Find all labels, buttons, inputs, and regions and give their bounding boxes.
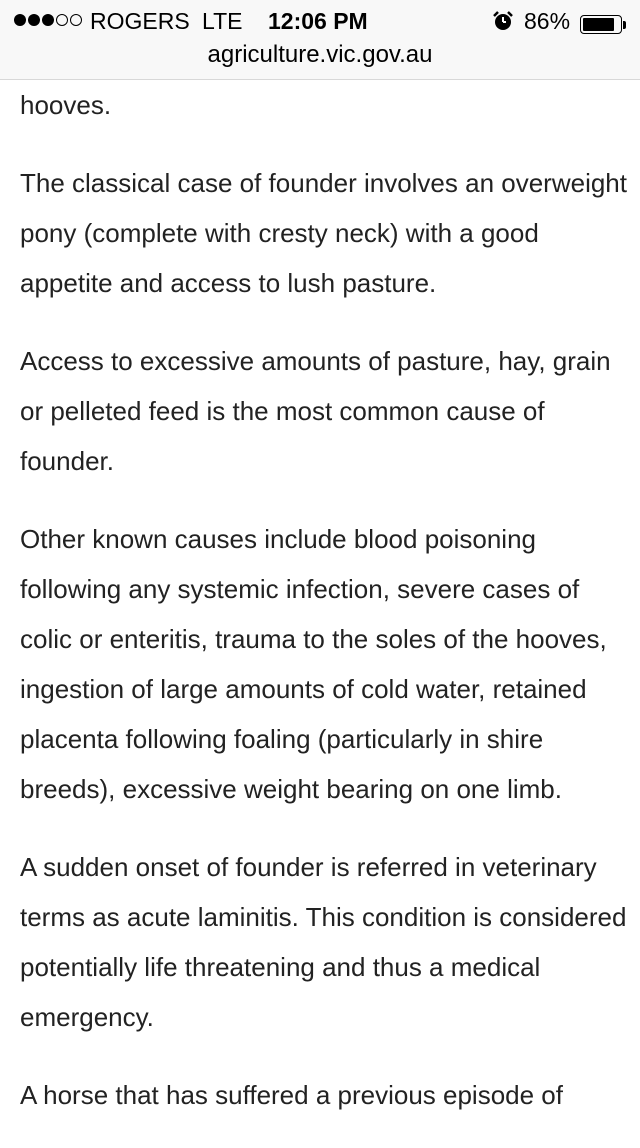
status-row <box>0 6 640 36</box>
article-paragraph: A sudden onset of founder is referred in veterinary terms as acute laminitis. This condition is considered potentially life threatening and thus a medical emergency. <box>20 852 627 1032</box>
battery-level-fill <box>583 18 614 31</box>
network-type: LTE <box>202 8 243 34</box>
signal-dot <box>28 14 40 26</box>
carrier-name: ROGERS <box>90 8 190 34</box>
address-bar-url[interactable]: agriculture.vic.gov.au <box>207 41 433 68</box>
battery-percentage: 86% <box>524 8 571 34</box>
signal-dot <box>56 14 68 26</box>
signal-dot <box>42 14 54 26</box>
signal-dot <box>70 14 82 26</box>
clock-time: 12:06 PM <box>268 8 368 34</box>
article-paragraph: The classical case of founder involves an overweight pony (complete with cresty neck) with a good appetite and access to lush pasture. <box>20 168 627 298</box>
battery-icon <box>580 15 622 34</box>
alarm-clock-icon <box>492 10 514 32</box>
battery-cap <box>623 21 626 29</box>
signal-dot <box>14 14 26 26</box>
status-bar <box>0 0 640 80</box>
article-paragraph: Access to excessive amounts of pasture, hay, grain or pelleted feed is the most common cause of founder. <box>20 346 611 476</box>
article-paragraph: A horse that has suffered a previous episode of <box>20 1080 563 1110</box>
article-paragraph: Other known causes include blood poisoning following any systemic infection, severe cases of colic or enteritis, trauma to the soles of the hooves, ingestion of large amounts of cold water, retained placenta following foaling (particularly in shire breeds), excessive weight bearing on one limb. <box>20 524 607 804</box>
signal-strength-icon <box>14 14 82 26</box>
article-paragraph: hooves. <box>20 90 112 120</box>
article-body <box>20 80 630 1148</box>
